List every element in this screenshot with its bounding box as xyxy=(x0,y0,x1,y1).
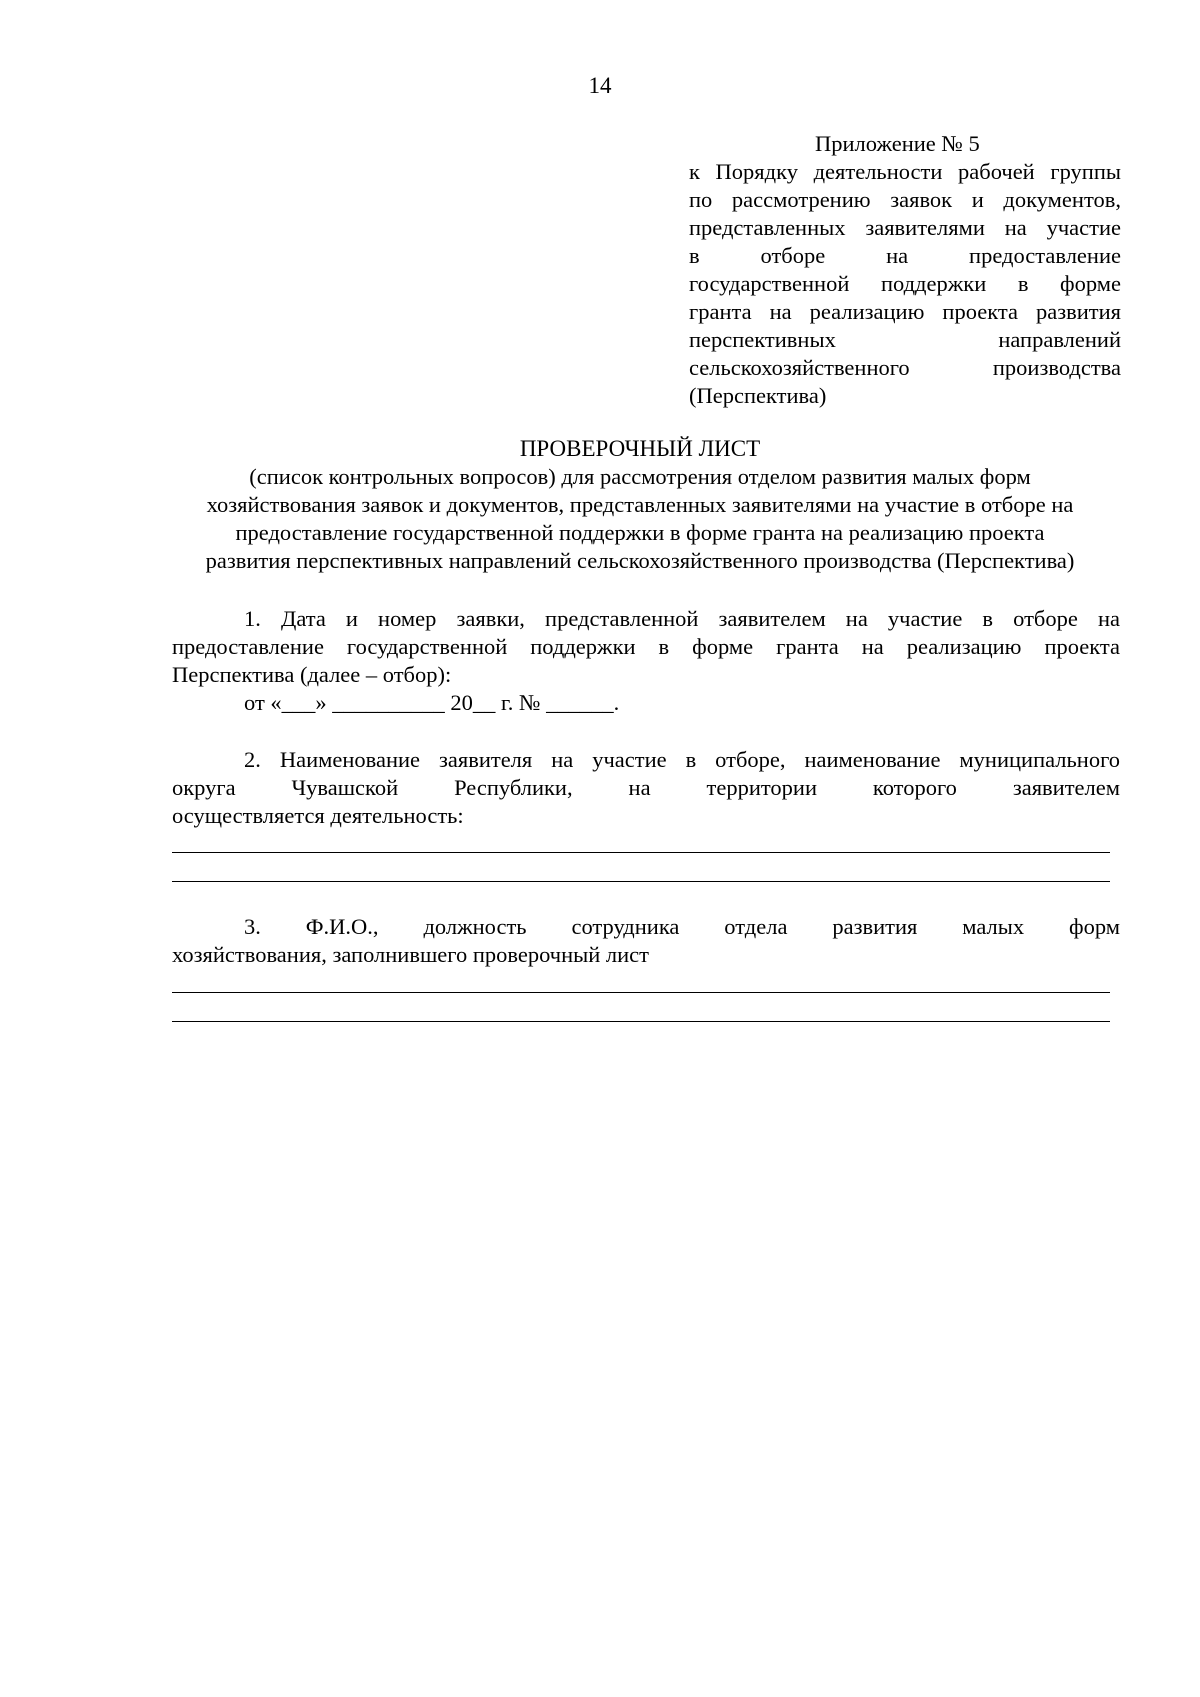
appendix-line: представленных заявителями на участие xyxy=(689,215,1121,240)
item-3 xyxy=(172,913,1120,969)
item-2-line: округа Чувашской Республики, на территории которого заявителем xyxy=(172,775,1120,800)
page-number: 14 xyxy=(588,73,612,98)
appendix-block xyxy=(689,130,1121,410)
appendix-line: перспективных направлений xyxy=(689,327,1121,352)
applicant-fill-line xyxy=(172,852,1110,853)
appendix-title: Приложение № 5 xyxy=(815,131,980,156)
employee-fill-line xyxy=(172,992,1110,993)
appendix-line: гранта на реализацию проекта развития xyxy=(689,299,1121,324)
appendix-line: (Перспектива) xyxy=(689,383,827,408)
item-1-line: Перспектива (далее – отбор): xyxy=(172,662,452,687)
item-2-line: осуществляется деятельность: xyxy=(172,803,464,828)
item-1-line: 1. Дата и номер заявки, представленной заявителем на участие в отборе на xyxy=(244,606,1120,631)
document-subtitle-line: хозяйствования заявок и документов, представленных заявителями на участие в отборе на xyxy=(206,492,1074,517)
appendix-line: к Порядку деятельности рабочей группы xyxy=(689,159,1121,184)
document-title: ПРОВЕРОЧНЫЙ ЛИСТ xyxy=(519,436,761,461)
item-1-line: предоставление государственной поддержки в форме гранта на реализацию проекта xyxy=(172,634,1120,659)
appendix-line: государственной поддержки в форме xyxy=(689,271,1121,296)
date-number-form-line: от «___» __________ 20__ г. № ______. xyxy=(244,690,620,715)
document-heading xyxy=(168,435,1112,575)
document-subtitle-line: развития перспективных направлений сельскохозяйственного производства (Перспектива) xyxy=(205,548,1075,573)
item-2 xyxy=(172,746,1120,830)
item-3-line: хозяйствования, заполнившего проверочный лист xyxy=(172,942,649,967)
applicant-fill-line xyxy=(172,881,1110,882)
item-2-line: 2. Наименование заявителя на участие в отборе, наименование муниципального xyxy=(244,747,1120,772)
item-1 xyxy=(172,605,1120,717)
item-3-line: 3. Ф.И.О., должность сотрудника отдела развития малых форм xyxy=(244,914,1120,939)
appendix-line: по рассмотрению заявок и документов, xyxy=(689,187,1121,212)
appendix-line: в отборе на предоставление xyxy=(689,243,1121,268)
appendix-line: сельскохозяйственного производства xyxy=(689,355,1121,380)
employee-fill-line xyxy=(172,1021,1110,1022)
document-subtitle-line: (список контрольных вопросов) для рассмотрения отделом развития малых форм xyxy=(249,464,1031,489)
document-subtitle-line: предоставление государственной поддержки в форме гранта на реализацию проекта xyxy=(235,520,1045,545)
